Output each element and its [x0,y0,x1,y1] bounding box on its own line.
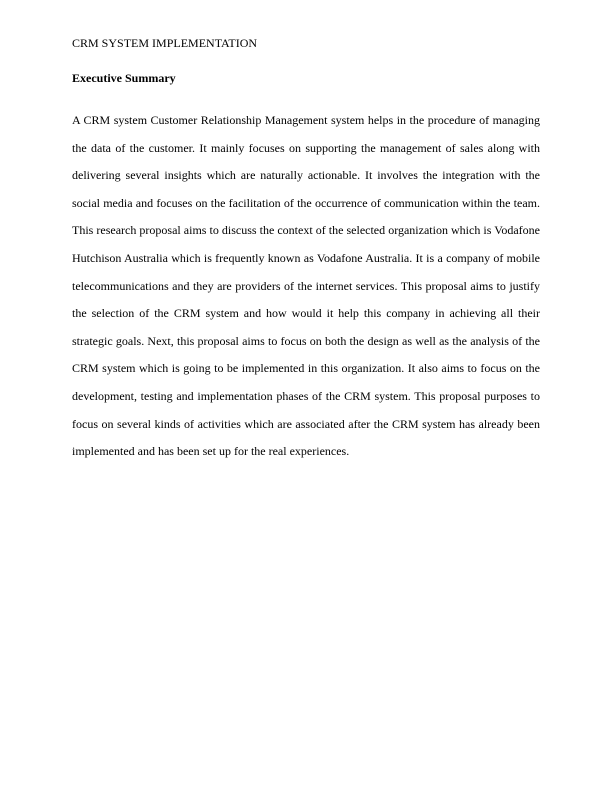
executive-summary-paragraph: A CRM system Customer Relationship Management system helps in the procedure of managing the data of the customer. It mainly focuses on supporting the management of sales along with delivering several insights which are naturally actionable. It involves the integration with the social media and focuses on the facilitation of the occurrence of communication within the team. This research proposal aims to discuss the context of the selected organization which is Vodafone Hutchison Australia which is frequently known as Vodafone Australia. It is a company of mobile telecommunications and they are providers of the internet services. This proposal aims to justify the selection of the CRM system and how would it help this company in achieving all their strategic goals. Next, this proposal aims to focus on both the design as well as the analysis of the CRM system which is going to be implemented in this organization. It also aims to focus on the development, testing and implementation phases of the CRM system. This proposal purposes to focus on several kinds of activities which are associated after the CRM system has already been implemented and has been set up for the real experiences. [72,113,540,459]
running-head: CRM SYSTEM IMPLEMENTATION [72,36,258,50]
section-heading-executive-summary: Executive Summary [72,71,176,85]
